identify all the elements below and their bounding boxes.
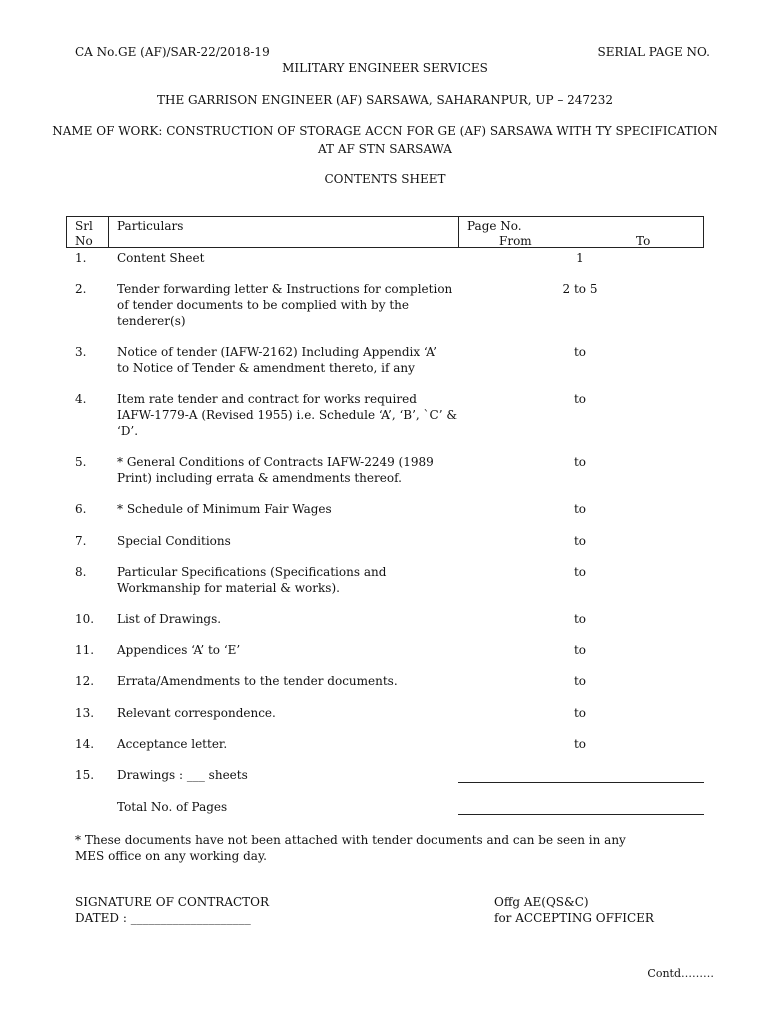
- row-srl: 14.: [75, 737, 95, 751]
- row-particulars: * Schedule of Minimum Fair Wages: [117, 502, 332, 516]
- row-srl: 2.: [75, 282, 87, 296]
- col-page-header: Page No.: [467, 219, 522, 233]
- row-particulars: ‘D’.: [117, 424, 139, 438]
- serial-page-label: SERIAL PAGE NO.: [597, 45, 710, 59]
- work-name-line-1: NAME OF WORK: CONSTRUCTION OF STORAGE ACCN FOR GE (AF) SARSAWA WITH TY SPECIFICATION: [52, 124, 718, 138]
- row-particulars: Special Conditions: [117, 534, 231, 548]
- ca-number: CA No.GE (AF)/SAR-22/2018-19: [75, 45, 270, 59]
- row-particulars: Content Sheet: [117, 251, 205, 265]
- drawings-srl: 15.: [75, 768, 95, 782]
- row-particulars: Workmanship for material & works).: [117, 581, 340, 595]
- col-srl-header-2: No: [75, 234, 93, 248]
- row-particulars: Item rate tender and contract for works required: [117, 392, 417, 406]
- row-particulars: Errata/Amendments to the tender documents.: [117, 674, 398, 688]
- row-srl: 12.: [75, 674, 95, 688]
- row-page: to: [573, 502, 587, 516]
- row-page: to: [573, 392, 587, 406]
- row-page: to: [573, 643, 587, 657]
- footnote-line-1: * These documents have not been attached with tender documents and can be seen in any: [75, 833, 626, 847]
- row-srl: 6.: [75, 502, 87, 516]
- col-from-header: From: [499, 234, 532, 248]
- row-page: to: [573, 534, 587, 548]
- drawings-label: Drawings : ___ sheets: [117, 768, 248, 782]
- row-page: to: [573, 706, 587, 720]
- accepting-officer-label: for ACCEPTING OFFICER: [494, 911, 654, 925]
- row-particulars: Tender forwarding letter & Instructions for completion: [117, 282, 453, 296]
- row-particulars: tenderer(s): [117, 314, 186, 328]
- page-title: CONTENTS SHEET: [324, 172, 446, 186]
- row-page: to: [573, 737, 587, 751]
- row-srl: 10.: [75, 612, 95, 626]
- column-divider: [458, 217, 459, 247]
- row-particulars: Relevant correspondence.: [117, 706, 276, 720]
- row-particulars: to Notice of Tender & amendment thereto, if any: [117, 361, 415, 375]
- dated-label: DATED : ____________________: [75, 911, 251, 925]
- row-particulars: of tender documents to be complied with by the: [117, 298, 409, 312]
- col-to-header: To: [636, 234, 651, 248]
- work-name-line-2: AT AF STN SARSAWA: [318, 142, 452, 156]
- row-particulars: Appendices ‘A’ to ‘E’: [117, 643, 241, 657]
- row-particulars: Notice of tender (IAFW-2162) Including Appendix ‘A’: [117, 345, 437, 359]
- row-particulars: Acceptance letter.: [117, 737, 228, 751]
- row-srl: 1.: [75, 251, 87, 265]
- row-page: 1: [576, 251, 584, 265]
- row-srl: 13.: [75, 706, 95, 720]
- contractor-signature-label: SIGNATURE OF CONTRACTOR: [75, 895, 270, 909]
- row-page: to: [573, 565, 587, 579]
- row-particulars: Print) including errata & amendments thereof.: [117, 471, 402, 485]
- col-srl-header: Srl: [75, 219, 93, 233]
- row-srl: 3.: [75, 345, 87, 359]
- continued-label: Contd………: [647, 967, 714, 980]
- row-page: to: [573, 674, 587, 688]
- row-page: to: [573, 612, 587, 626]
- col-particulars-header: Particulars: [117, 219, 184, 233]
- row-srl: 8.: [75, 565, 87, 579]
- row-particulars: List of Drawings.: [117, 612, 222, 626]
- office-address: THE GARRISON ENGINEER (AF) SARSAWA, SAHARANPUR, UP – 247232: [157, 93, 613, 107]
- drawings-underline: [458, 782, 704, 783]
- row-srl: 4.: [75, 392, 87, 406]
- row-page: 2 to 5: [562, 282, 598, 296]
- column-divider: [108, 217, 109, 247]
- officer-designation: Offg AE(QS&C): [494, 895, 589, 909]
- row-page: to: [573, 455, 587, 469]
- row-srl: 5.: [75, 455, 87, 469]
- row-page: to: [573, 345, 587, 359]
- footnote-line-2: MES office on any working day.: [75, 849, 267, 863]
- row-srl: 7.: [75, 534, 87, 548]
- total-underline: [458, 814, 704, 815]
- row-particulars: Particular Specifications (Specifications and: [117, 565, 387, 579]
- row-particulars: * General Conditions of Contracts IAFW-2249 (1989: [117, 455, 434, 469]
- total-pages-label: Total No. of Pages: [117, 800, 228, 814]
- row-srl: 11.: [75, 643, 95, 657]
- row-particulars: IAFW-1779-A (Revised 1955) i.e. Schedule ‘A’, ‘B’, `C’ &: [117, 408, 458, 422]
- organisation-name: MILITARY ENGINEER SERVICES: [282, 61, 488, 75]
